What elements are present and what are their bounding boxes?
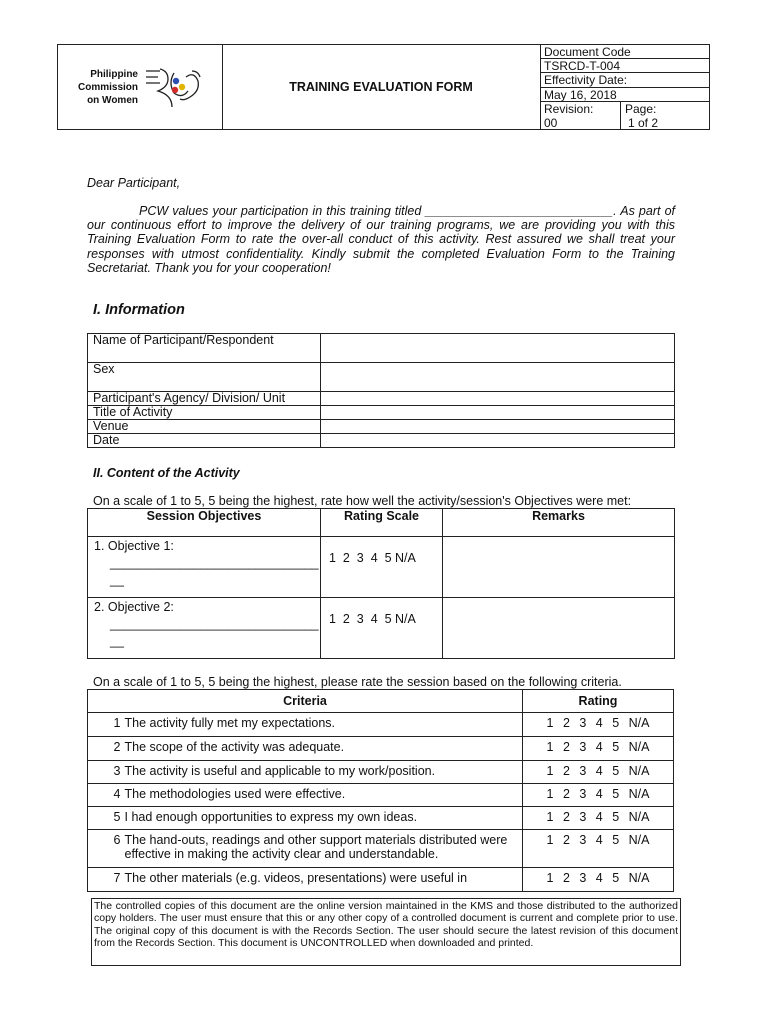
criteria-number: 3 (88, 761, 125, 784)
objective-blank-tail: __ (110, 573, 124, 587)
org-name (72, 68, 138, 107)
criteria-text: The activity is useful and applicable to my work/position. (125, 761, 523, 784)
criteria-text: The activity fully met my expectations. (125, 713, 523, 737)
objectives-table (87, 508, 675, 659)
criteria-rating[interactable]: 1 2 3 4 5 N/A (523, 807, 674, 830)
criteria-intro: On a scale of 1 to 5, 5 being the highest, please rate the session based on the following criteria. (93, 675, 622, 689)
col-session-objectives: Session Objectives (88, 509, 321, 537)
criteria-text: The other materials (e.g. videos, presentations) were useful in (125, 868, 523, 892)
revision-value: 00 (544, 116, 558, 130)
criteria-number: 2 (88, 737, 125, 761)
criteria-text: The hand-outs, readings and other support materials distributed were effective in making the activity clear and understandable. (125, 830, 523, 868)
criteria-rating[interactable]: 1 2 3 4 5 N/A (523, 713, 674, 737)
objective-cell (88, 537, 321, 598)
org-line-1: Philippine (90, 69, 138, 80)
remarks-cell[interactable] (443, 537, 675, 598)
objective-row (88, 537, 675, 598)
criteria-number: 5 (88, 807, 125, 830)
criteria-rating[interactable]: 1 2 3 4 5 N/A (523, 784, 674, 807)
objective-blank[interactable]: ______________________________ (110, 617, 319, 631)
effectivity-label: Effectivity Date: (541, 73, 710, 88)
letter-body: PCW values your participation in this training titled ___________________________. As part of our continuous effort to improve the delivery of our training programs, we are providing you with this Training Evaluation Form to rate the over-all conduct of this activity. Rest assured we shall treat your responses with utmost confidentiality. Kindly submit the completed Evaluation Form to the Training Secretariat. Thank you for your cooperation! (87, 204, 675, 275)
field-input-sex[interactable] (321, 363, 675, 392)
objective-cell (88, 598, 321, 659)
criteria-rating[interactable]: 1 2 3 4 5 N/A (523, 830, 674, 868)
objective-row (88, 598, 675, 659)
field-input-date[interactable] (321, 434, 675, 448)
criteria-text: I had enough opportunities to express my own ideas. (125, 807, 523, 830)
revision-label: Revision: (544, 102, 594, 116)
criteria-text: The scope of the activity was adequate. (125, 737, 523, 761)
rating-scale[interactable]: 1 2 3 4 5 N/A (321, 537, 443, 598)
criteria-row (88, 784, 674, 807)
field-input-name[interactable] (321, 334, 675, 363)
col-rating: Rating (523, 690, 674, 713)
criteria-row (88, 807, 674, 830)
objectives-intro: On a scale of 1 to 5, 5 being the highest, rate how well the activity/session's Objectives were met: (93, 494, 632, 508)
field-label-title: Title of Activity (88, 406, 321, 420)
objective-blank-tail: __ (110, 634, 124, 648)
pcw-logo-icon (142, 63, 206, 113)
participant-info-table (87, 333, 675, 448)
objective-label: 2. Objective 2: (94, 600, 174, 614)
page-value: 1 of 2 (628, 116, 659, 130)
criteria-rating[interactable]: 1 2 3 4 5 N/A (523, 737, 674, 761)
field-label-date: Date (88, 434, 321, 448)
criteria-number: 4 (88, 784, 125, 807)
field-input-agency[interactable] (321, 392, 675, 406)
rating-scale[interactable]: 1 2 3 4 5 N/A (321, 598, 443, 659)
controlled-copy-notice: The controlled copies of this document are the online version maintained in the KMS and those distributed to the authorized copy holders. The user must ensure that this or any other copy of a controlled document is current and complete prior to use. The original copy of this document is with the Records Section. The user should secure the latest revision of this document from the Records Section. This document is UNCONTROLLED when downloaded and printed. (91, 898, 681, 966)
col-criteria: Criteria (88, 690, 523, 713)
field-label-name: Name of Participant/Respondent (88, 334, 321, 363)
criteria-number: 1 (88, 713, 125, 737)
section-content-heading: II. Content of the Activity (93, 466, 240, 480)
doc-code-value: TSRCD-T-004 (541, 59, 710, 73)
revision-cell (541, 102, 621, 129)
criteria-number: 7 (88, 868, 125, 892)
criteria-row (88, 830, 674, 868)
document-header (57, 44, 710, 130)
field-input-title[interactable] (321, 406, 675, 420)
effectivity-date: May 16, 2018 (541, 88, 710, 102)
section-information-heading: I. Information (93, 302, 185, 318)
field-label-agency: Participant's Agency/ Division/ Unit (88, 392, 321, 406)
objective-blank[interactable]: ______________________________ (110, 556, 319, 570)
criteria-row (88, 868, 674, 892)
criteria-number: 6 (88, 830, 125, 868)
criteria-row (88, 737, 674, 761)
objective-label: 1. Objective 1: (94, 539, 174, 553)
criteria-rating[interactable]: 1 2 3 4 5 N/A (523, 868, 674, 892)
criteria-row (88, 713, 674, 737)
col-rating-scale: Rating Scale (321, 509, 443, 537)
field-input-venue[interactable] (321, 420, 675, 434)
document-meta (541, 45, 710, 129)
criteria-text: The methodologies used were effective. (125, 784, 523, 807)
field-label-venue: Venue (88, 420, 321, 434)
criteria-table (87, 689, 674, 892)
logo-cell (58, 45, 223, 129)
salutation: Dear Participant, (87, 176, 181, 190)
org-line-2: Commission (77, 82, 138, 93)
org-line-3: on Women (87, 95, 138, 106)
form-title: TRAINING EVALUATION FORM (222, 45, 541, 129)
page-label: Page: (625, 102, 657, 116)
criteria-rating[interactable]: 1 2 3 4 5 N/A (523, 761, 674, 784)
page-cell (621, 102, 710, 129)
col-remarks: Remarks (443, 509, 675, 537)
criteria-row (88, 761, 674, 784)
doc-code-label: Document Code (541, 45, 710, 59)
remarks-cell[interactable] (443, 598, 675, 659)
field-label-sex: Sex (88, 363, 321, 392)
